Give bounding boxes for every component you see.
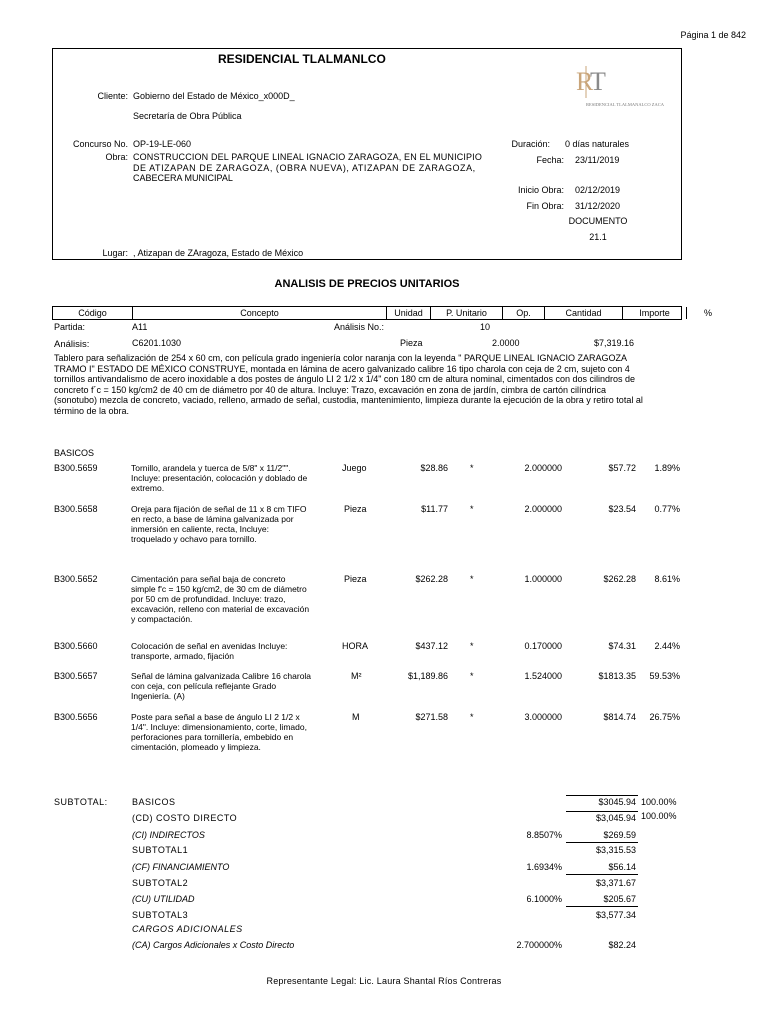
financiamiento-amount: $56.14 — [608, 862, 636, 872]
divider — [566, 874, 638, 875]
item-pct: 2.44% — [654, 641, 680, 651]
fin-value: 31/12/2020 — [575, 201, 621, 211]
page-number: Página 1 de 842 — [680, 30, 746, 40]
item-op: * — [470, 712, 474, 722]
col-importe: Importe — [623, 307, 687, 319]
subtotal-label: SUBTOTAL: — [54, 797, 108, 807]
item-amount: $57.72 — [608, 463, 636, 473]
item-qty: 2.000000 — [524, 504, 562, 514]
svg-text:T: T — [590, 67, 606, 96]
documento-value: 21.1 — [589, 232, 607, 242]
duracion-label: Duración: — [511, 139, 550, 149]
divider — [566, 811, 638, 812]
item-price: $271.58 — [415, 712, 448, 722]
item-code: B300.5652 — [54, 574, 98, 584]
subtotal1-amount: $3,315.53 — [595, 845, 636, 855]
col-pct: % — [703, 308, 712, 318]
subtotal3-label: SUBTOTAL3 — [132, 910, 189, 920]
item-code: B300.5658 — [54, 504, 98, 514]
item-op: * — [470, 504, 474, 514]
item-code: B300.5656 — [54, 712, 98, 722]
col-codigo: Código — [53, 307, 133, 319]
section-title: ANALISIS DE PRECIOS UNITARIOS — [274, 278, 460, 290]
fecha-value: 23/11/2019 — [575, 155, 620, 165]
item-concept: Señal de lámina galvanizada Calibre 16 charola con ceja, con película reflejante Grado Ingeniería. (A) — [131, 671, 312, 701]
analisis-value: C6201.1030 — [132, 338, 182, 348]
item-pct: 26.75% — [649, 712, 680, 722]
item-qty: 2.000000 — [524, 463, 562, 473]
col-punitario: P. Unitario — [431, 307, 503, 319]
analisis-no-value: 10 — [480, 322, 491, 332]
item-concept: Oreja para fijación de señal de 11 x 8 cm TIFO en recto, a base de lámina galvanizada por inmersión en caliente, recta, Incluye: troquelado y ochavo para tornillo. — [131, 504, 307, 544]
item-price: $28.86 — [420, 463, 448, 473]
divider — [566, 795, 638, 796]
item-concept: Poste para señal a base de ángulo LI 2 1/2 x 1/4". Incluye: dimensionamiento, corte, limado, perforaciones para tornillería, embebido en cimentación, plomeado y limpieza. — [131, 712, 307, 752]
lugar-value: , Atizapan de ZAragoza, Estado de México — [133, 248, 304, 258]
duracion-value: 0 días naturales — [565, 139, 630, 149]
item-amount: $814.74 — [603, 712, 636, 722]
item-amount: $74.31 — [608, 641, 636, 651]
cargos-adicionales-amount: $82.24 — [608, 940, 636, 950]
utilidad-pct: 6.1000% — [526, 894, 562, 904]
costo-directo-amount: $3,045.94 — [595, 813, 636, 823]
analisis-unit: Pieza — [400, 338, 423, 348]
item-amount: $23.54 — [608, 504, 636, 514]
item-unit: Juego — [342, 463, 367, 473]
item-pct: 0.77% — [654, 504, 680, 514]
inicio-label: Inicio Obra: — [517, 185, 564, 195]
item-pct: 1.89% — [654, 463, 680, 473]
subtotal1-label: SUBTOTAL1 — [132, 845, 189, 855]
item-concept: Tornillo, arandela y tuerca de 5/8" x 11/2"". Incluye: presentación, colocación y doblado de extremo. — [131, 463, 308, 493]
col-unidad: Unidad — [387, 307, 431, 319]
fin-label: Fin Obra: — [526, 201, 564, 211]
cargos-adicionales-label: CARGOS ADICIONALES — [132, 924, 243, 934]
divider — [566, 842, 638, 843]
item-pct: 8.61% — [654, 574, 680, 584]
item-unit: Pieza — [344, 574, 367, 584]
costo-directo-pct: 100.00% — [641, 811, 677, 821]
item-qty: 1.524000 — [524, 671, 562, 681]
item-op: * — [470, 641, 474, 651]
item-qty: 3.000000 — [524, 712, 562, 722]
item-code: B300.5657 — [54, 671, 98, 681]
indirectos-amount: $269.59 — [603, 830, 636, 840]
item-qty: 0.170000 — [524, 641, 562, 651]
col-op: Op. — [503, 307, 545, 319]
subtotal-basicos-label: BASICOS — [132, 797, 176, 807]
utilidad-label: (CU) UTILIDAD — [132, 894, 195, 904]
svg-text:R: R — [576, 67, 594, 96]
cliente-label: Cliente: — [97, 91, 128, 101]
item-price: $437.12 — [415, 641, 448, 651]
cliente-value: Gobierno del Estado de México_x000D_ — [133, 91, 295, 101]
item-unit: HORA — [342, 641, 369, 651]
cargos-adicionales-pct: 2.700000% — [516, 940, 562, 950]
costo-directo-label: (CD) COSTO DIRECTO — [132, 813, 238, 823]
partida-value: A11 — [132, 322, 148, 332]
item-amount: $1813.35 — [598, 671, 636, 681]
subtotal2-amount: $3,371.67 — [595, 878, 636, 888]
subtotal3-amount: $3,577.34 — [595, 910, 636, 920]
lugar-label: Lugar: — [102, 248, 128, 258]
svg-text:RESIDENCIAL TLALMANALCO ZACA: RESIDENCIAL TLALMANALCO ZACA — [586, 102, 664, 107]
item-unit: M — [352, 712, 360, 722]
item-price: $1,189.86 — [407, 671, 448, 681]
item-op: * — [470, 574, 474, 584]
concurso-value: OP-19-LE-060 — [133, 139, 192, 149]
documento-label: DOCUMENTO — [568, 216, 628, 226]
item-concept: Colocación de señal en avenidas Incluye: transporte, armado, fijación — [131, 641, 288, 661]
item-concept: Cimentación para señal baja de concreto simple f'c = 150 kg/cm2, de 30 cm de diámetro por 50 cm de profundidad. Incluye: trazo, excavación, relleno con material de excavación y compactación. — [131, 574, 310, 624]
item-unit: Pieza — [344, 504, 367, 514]
analisis-label: Análisis: — [54, 339, 90, 350]
company-logo — [572, 58, 664, 114]
item-unit: M² — [351, 671, 362, 681]
analisis-no-label: Análisis No.: — [334, 322, 385, 332]
analisis-amount: $7,319.16 — [593, 338, 634, 348]
cliente-sub: Secretaría de Obra Pública — [133, 111, 242, 121]
item-qty: 1.000000 — [524, 574, 562, 584]
financiamiento-pct: 1.6934% — [526, 862, 562, 872]
financiamiento-label: (CF) FINANCIAMIENTO — [132, 862, 230, 872]
subtotal-basicos-pct: 100.00% — [641, 797, 677, 807]
item-price: $11.77 — [421, 504, 448, 514]
subtotal-basicos-amount: $3045.94 — [598, 797, 636, 807]
indirectos-label: (CI) INDIRECTOS — [132, 830, 205, 840]
divider — [566, 906, 638, 907]
partida-label: Partida: — [54, 322, 86, 332]
utilidad-amount: $205.67 — [603, 894, 636, 904]
concept-description: Tablero para señalización de 254 x 60 cm, con película grado ingeniería color naranja con la leyenda " PARQUE LINEAL IGNACIO ZARAGOZA TRAMO I" ESTADO DE MÉXICO CONSTRUYE, montada en lámina de acero galvanizado calibre 16 tipo charola con ceja de 2 cm, sujeto con 4 tornillos antivandalismo de acero inoxidable a dos postes de ángulo LI 2 1/2 x 1/4" con 180 cm de altura nominal, cimentados con dos cilindros de concreto f´c = 150 kg/cm2 de 40 cm de diámetro por 40 de altura. Incluye: Trazo, excavación en zona de jardín, cimbra de cartón cilíndrica (sonotubo) mezcla de concreto, vaciado, relleno, armado de señal, custodia, mantenimiento, limpieza durante la ejecución de la obra y retiro total al término de la obra. — [54, 353, 643, 416]
table-header — [52, 306, 712, 320]
inicio-value: 02/12/2019 — [575, 185, 621, 195]
project-title: RESIDENCIAL TLALMANLCO — [218, 52, 386, 66]
analisis-qty: 2.0000 — [492, 338, 520, 348]
cargos-adicionales-cd-label: (CA) Cargos Adicionales x Costo Directo — [132, 940, 295, 950]
obra-value: CONSTRUCCION DEL PARQUE LINEAL IGNACIO ZARAGOZA, EN EL MUNICIPIO DE ATIZAPAN DE ZARAGOZA, (OBRA NUEVA), ATIZAPAN DE ZARAGOZA, CABECERA MUNICIPAL — [133, 152, 482, 183]
concurso-label: Concurso No. — [72, 139, 128, 149]
item-code: B300.5660 — [54, 641, 98, 651]
col-cantidad: Cantidad — [545, 307, 623, 319]
legal-representative: Representante Legal: Lic. Laura Shantal Ríos Contreras — [266, 976, 502, 986]
item-pct: 59.53% — [649, 671, 680, 681]
item-code: B300.5659 — [54, 463, 98, 473]
basicos-heading: BASICOS — [54, 448, 95, 458]
subtotal2-label: SUBTOTAL2 — [132, 878, 189, 888]
obra-label: Obra: — [105, 152, 128, 162]
indirectos-pct: 8.8507% — [526, 830, 562, 840]
item-amount: $262.28 — [603, 574, 636, 584]
item-price: $262.28 — [415, 574, 448, 584]
fecha-label: Fecha: — [536, 155, 564, 165]
item-op: * — [470, 463, 474, 473]
col-concepto: Concepto — [133, 307, 387, 319]
item-op: * — [470, 671, 474, 681]
